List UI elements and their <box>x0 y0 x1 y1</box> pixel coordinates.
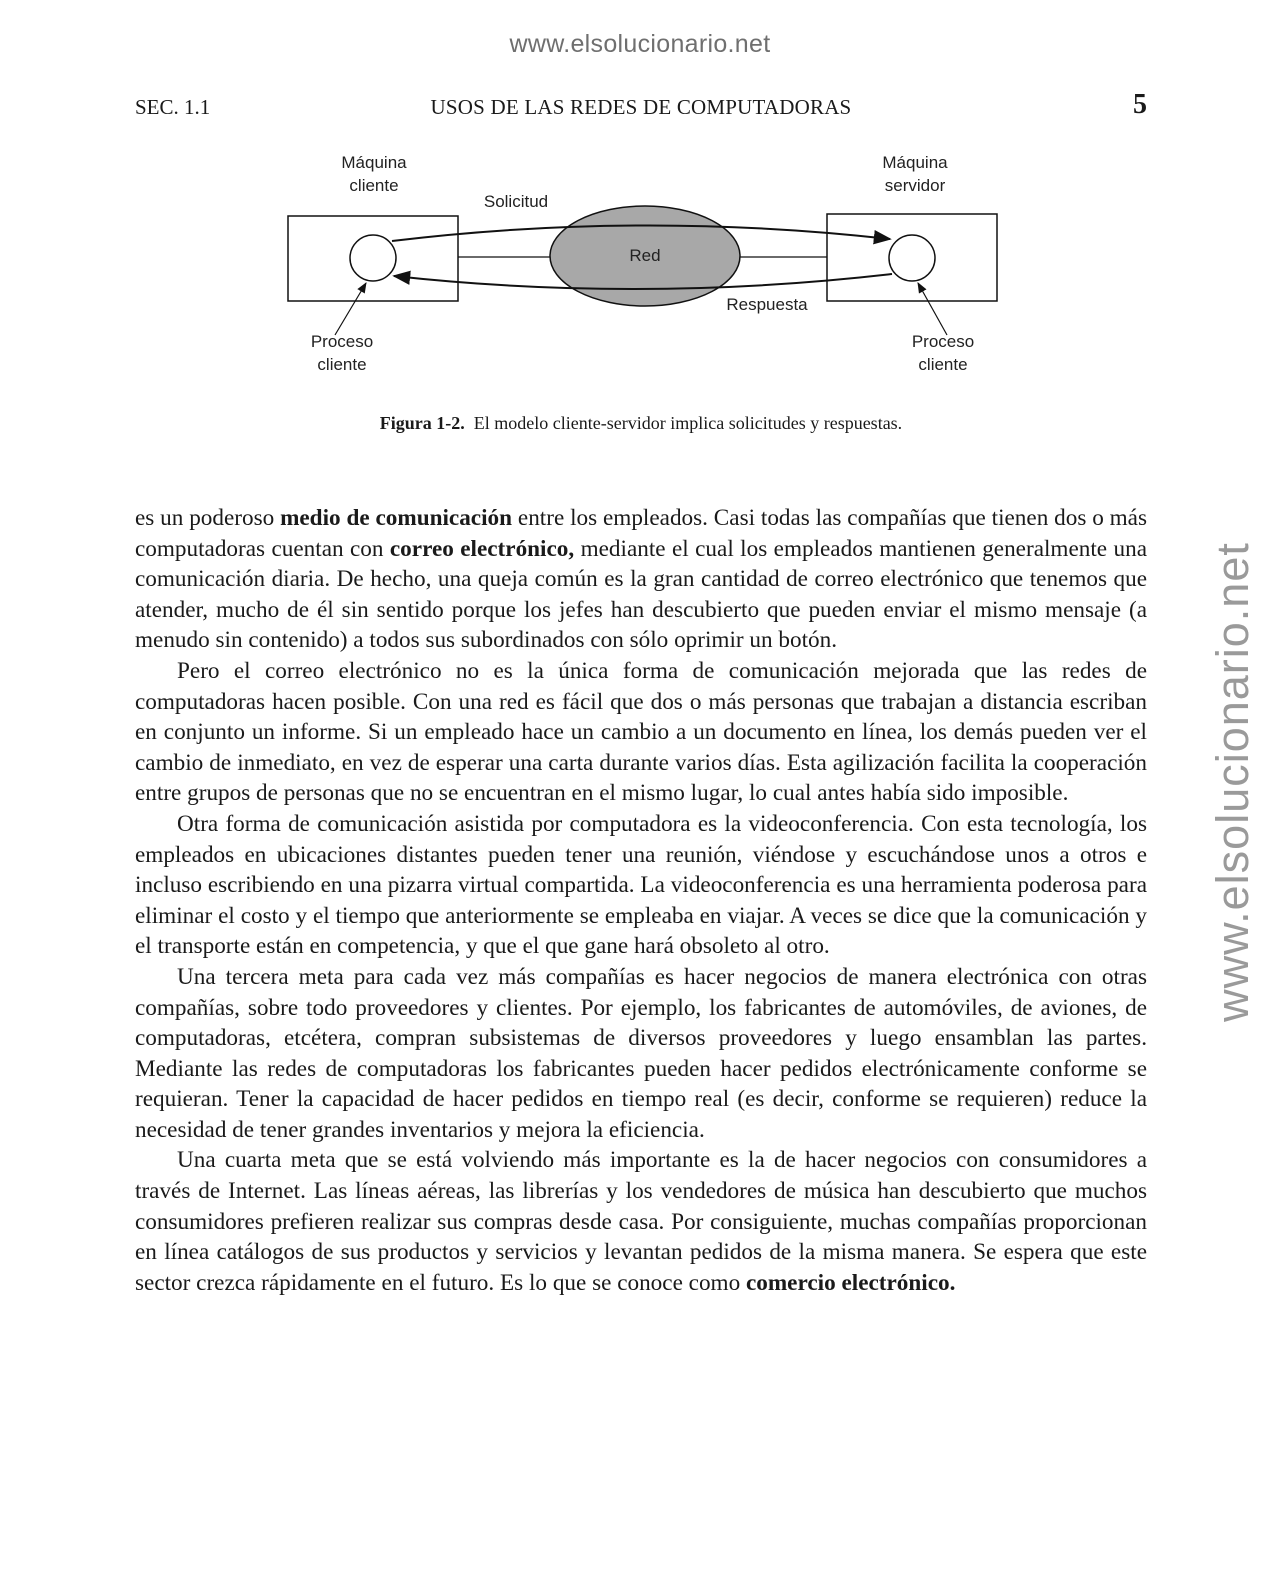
client-process-pointer <box>335 283 366 335</box>
client-machine-label: Máquina cliente <box>341 153 407 195</box>
response-label: Respuesta <box>726 295 808 314</box>
paragraph-5: Una cuarta meta que se está volviendo más importante es la de hacer negocios con consumidores a través de Internet. Las líneas aéreas, las librerías y los vendedores de música han descubierto que muchos consumidores prefieren realizar sus compras desde casa. Por consiguiente, muchas compañías proporcionan en línea catálogos de sus productos y servicios y levantan pedidos de la misma manera. Se espera que este sector crezca rápidamente en el futuro. Es lo que se conoce como comercio electrónico. <box>135 1147 1147 1296</box>
request-label: Solicitud <box>483 192 549 211</box>
client-process-circle <box>350 235 396 281</box>
network-label: Red <box>629 246 661 265</box>
client-server-figure <box>280 145 1010 390</box>
server-machine-label: Máquina servidor <box>882 153 948 195</box>
paragraph-4: Una tercera meta para cada vez más compañías es hacer negocios de manera electrónica con otras compañías, sobre todo proveedores y clientes. Por ejemplo, los fabricantes de automóviles, de aviones, de computadoras, etcétera, compran subsistemas de diversos proveedores y luego ensamblan las partes. Mediante las redes de computadoras los fabricantes pueden hacer pedidos electrónicamente conforme se requieran. Tener la capacidad de hacer pedidos en tiempo real (es decir, conforme se requieren) reduce la necesidad de tener grandes inventarios y mejora la eficiencia. <box>135 963 1147 1143</box>
paragraph-2: Pero el correo electrónico no es la única forma de comunicación mejorada que las redes de computadoras hacen posible. Con una red es fácil que dos o más personas que trabajan a distancia escriban en conjunto un informe. Si un empleado hace un cambio a un documento en línea, los demás pueden ver el cambio de inmediato, en vez de esperar una carta durante varios días. Esta agilización facilita la cooperación entre grupos de personas que no se encuentran en el mismo lugar, lo cual antes había sido imposible. <box>135 657 1147 807</box>
server-process-circle <box>889 235 935 281</box>
body-text <box>135 503 1147 1298</box>
figure-caption <box>135 413 1147 434</box>
section-label: SEC. 1.1 <box>135 95 211 119</box>
side-watermark: www.elsolucionario.net <box>1207 542 1258 1022</box>
paragraph-1: es un poderoso medio de comunicación entre los empleados. Casi todas las compañías que tienen dos o más computadoras cuentan con correo electrónico, mediante el cual los empleados mantienen generalmente una comunicación diaria. De hecho, una queja común es la gran cantidad de correo electrónico que tenemos que atender, mucho de él sin sentido porque los jefes han descubierto que pueden enviar el mismo mensaje (a menudo sin contenido) a todos sus subordinados con sólo oprimir un botón. <box>135 505 1147 654</box>
client-process-label: Proceso cliente <box>310 332 374 374</box>
paragraph-3: Otra forma de comunicación asistida por computadora es la videoconferencia. Con esta tecnología, los empleados en ubicaciones distantes pueden tener una reunión, viéndose y escuchándose unos a otros e incluso escribiendo en una pizarra virtual compartida. La videoconferencia es una herramienta poderosa para eliminar el costo y el tiempo que anteriormente se empleaba en viajar. A veces se dice que la comunicación y el transporte están en competencia, y que el que gane hará obsoleto al otro. <box>135 810 1147 960</box>
server-process-pointer <box>918 283 947 335</box>
page-number: 5 <box>1133 89 1147 120</box>
top-watermark: www.elsolucionario.net <box>509 30 771 58</box>
caption-label: Figura 1-2. <box>379 413 465 433</box>
page-header <box>135 89 1147 125</box>
caption-text: El modelo cliente-servidor implica solicitudes y respuestas. <box>473 413 903 433</box>
server-process-label: Proceso cliente <box>911 332 975 374</box>
running-title: USOS DE LAS REDES DE COMPUTADORAS <box>430 95 852 119</box>
